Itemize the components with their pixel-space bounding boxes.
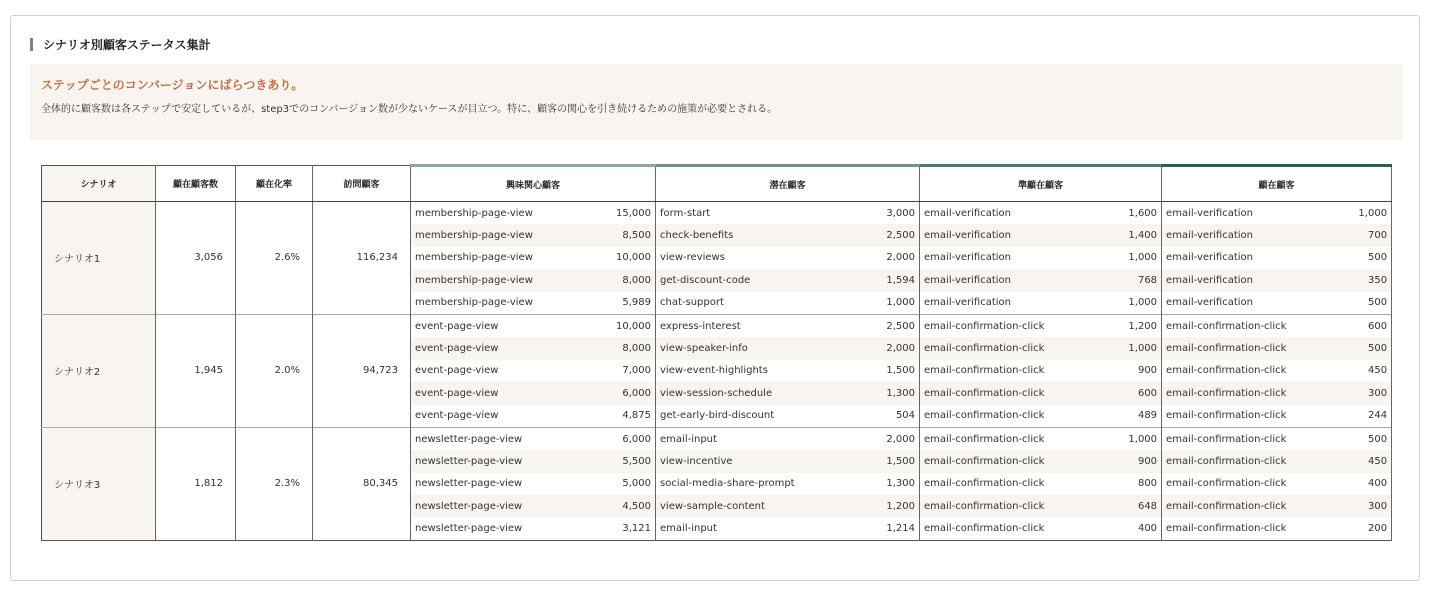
active-count: 200 bbox=[1352, 517, 1392, 540]
interest-event: event-page-view bbox=[411, 382, 601, 404]
active-event: email-confirmation-click bbox=[1162, 495, 1352, 517]
active-count: 300 bbox=[1352, 382, 1392, 404]
active-count: 400 bbox=[1352, 473, 1392, 495]
potential-event: view-reviews bbox=[660, 252, 725, 264]
interest-event: membership-page-view bbox=[415, 252, 533, 264]
active-count: 600 bbox=[1352, 314, 1392, 337]
interest-event: newsletter-page-view bbox=[411, 495, 601, 517]
scenario-table bbox=[41, 164, 1392, 541]
header-interest: 興味関心顧客 bbox=[411, 166, 656, 202]
potential-count: 1,594 bbox=[856, 269, 920, 291]
interest-count: 6,000 bbox=[601, 427, 656, 450]
active-count: 244 bbox=[1352, 405, 1392, 428]
interest-count: 10,000 bbox=[601, 314, 656, 337]
header-active: 顧在顧客 bbox=[1162, 166, 1392, 202]
active-event: email-confirmation-click bbox=[1162, 382, 1352, 404]
potential-count: 1,300 bbox=[856, 382, 920, 404]
semi-active-count: 489 bbox=[1105, 405, 1162, 428]
interest-event: newsletter-page-view bbox=[415, 523, 523, 535]
potential-count: 1,200 bbox=[856, 495, 920, 517]
table-row bbox=[42, 314, 1392, 337]
header-semi-active: 準顧在顧客 bbox=[920, 166, 1162, 202]
scenario-visitors: 116,234 bbox=[313, 202, 411, 315]
header-customers: 顧在顧客数 bbox=[156, 166, 236, 202]
semi-active-event: email-confirmation-click bbox=[920, 314, 1105, 337]
potential-count: 2,500 bbox=[856, 224, 920, 246]
scenario-name: シナリオ3 bbox=[42, 427, 156, 540]
potential-event: social-media-share-prompt bbox=[660, 478, 795, 490]
active-count: 1,000 bbox=[1352, 202, 1392, 225]
potential-event: get-early-bird-discount bbox=[660, 410, 775, 422]
potential-count: 3,000 bbox=[856, 202, 920, 225]
active-count: 500 bbox=[1352, 337, 1392, 359]
interest-event: newsletter-page-view bbox=[411, 427, 601, 450]
scenario-rate: 2.0% bbox=[236, 314, 313, 427]
interest-event: event-page-view bbox=[411, 337, 601, 359]
interest-count: 5,000 bbox=[601, 473, 656, 495]
semi-active-event: email-verification bbox=[924, 207, 1011, 219]
interest-count: 3,121 bbox=[601, 517, 656, 540]
active-event: email-confirmation-click bbox=[1166, 478, 1287, 490]
active-event: email-verification bbox=[1162, 269, 1352, 291]
scenario-visitors: 94,723 bbox=[313, 314, 411, 427]
interest-event: membership-page-view bbox=[411, 269, 601, 291]
active-event: email-verification bbox=[1166, 252, 1254, 264]
potential-count: 1,300 bbox=[856, 473, 920, 495]
semi-active-count: 1,000 bbox=[1105, 247, 1162, 269]
potential-event: view-speaker-info bbox=[656, 337, 856, 359]
interest-event: membership-page-view bbox=[415, 297, 533, 309]
potential-count: 1,500 bbox=[856, 450, 920, 472]
active-event: email-confirmation-click bbox=[1166, 365, 1287, 377]
potential-event: chat-support bbox=[660, 297, 724, 309]
potential-event: check-benefits bbox=[656, 224, 856, 246]
scenario-customers: 3,056 bbox=[156, 202, 236, 315]
active-count: 700 bbox=[1352, 224, 1392, 246]
active-count: 300 bbox=[1352, 495, 1392, 517]
potential-count: 2,000 bbox=[856, 427, 920, 450]
active-count: 350 bbox=[1352, 269, 1392, 291]
semi-active-event: email-confirmation-click bbox=[924, 523, 1045, 535]
semi-active-count: 900 bbox=[1105, 450, 1162, 472]
header-scenario: シナリオ bbox=[42, 166, 156, 202]
scenario-name: シナリオ1 bbox=[42, 202, 156, 315]
semi-active-event: email-verification bbox=[920, 269, 1105, 291]
scenario-customers: 1,812 bbox=[156, 427, 236, 540]
potential-event: get-discount-code bbox=[656, 269, 856, 291]
header-rate: 顧在化率 bbox=[236, 166, 313, 202]
active-count: 450 bbox=[1352, 450, 1392, 472]
semi-active-event: email-confirmation-click bbox=[920, 450, 1105, 472]
interest-count: 4,875 bbox=[601, 405, 656, 428]
potential-count: 1,500 bbox=[856, 360, 920, 382]
interest-count: 4,500 bbox=[601, 495, 656, 517]
active-event: email-verification bbox=[1166, 207, 1254, 219]
interest-count: 15,000 bbox=[601, 202, 656, 225]
interest-count: 8,000 bbox=[601, 269, 656, 291]
potential-count: 1,214 bbox=[856, 517, 920, 540]
active-event: email-confirmation-click bbox=[1162, 427, 1352, 450]
interest-event: membership-page-view bbox=[411, 224, 601, 246]
interest-count: 5,989 bbox=[601, 292, 656, 315]
potential-event: email-input bbox=[656, 427, 856, 450]
section-title bbox=[30, 36, 211, 52]
semi-active-event: email-confirmation-click bbox=[920, 382, 1105, 404]
active-event: email-confirmation-click bbox=[1162, 314, 1352, 337]
title-accent-bar bbox=[30, 38, 33, 51]
header-visitors: 訪問顧客 bbox=[313, 166, 411, 202]
interest-event: event-page-view bbox=[415, 410, 499, 422]
interest-count: 8,500 bbox=[601, 224, 656, 246]
active-event: email-confirmation-click bbox=[1166, 523, 1287, 535]
semi-active-count: 1,400 bbox=[1105, 224, 1162, 246]
interest-count: 5,500 bbox=[601, 450, 656, 472]
interest-event: membership-page-view bbox=[415, 207, 533, 219]
table-row bbox=[42, 202, 1392, 225]
active-count: 500 bbox=[1352, 247, 1392, 269]
semi-active-count: 1,000 bbox=[1105, 337, 1162, 359]
interest-event: event-page-view bbox=[415, 365, 499, 377]
potential-event: view-sample-content bbox=[656, 495, 856, 517]
active-count: 500 bbox=[1352, 427, 1392, 450]
insight-notice bbox=[30, 64, 1403, 140]
scenario-status-panel bbox=[10, 15, 1420, 581]
scenario-table-wrapper bbox=[41, 164, 1391, 541]
interest-event: event-page-view bbox=[411, 314, 601, 337]
potential-count: 2,000 bbox=[856, 247, 920, 269]
scenario-customers: 1,945 bbox=[156, 314, 236, 427]
section-title-text: シナリオ別顧客ステータス集計 bbox=[43, 37, 211, 52]
semi-active-event: email-verification bbox=[924, 252, 1011, 264]
insight-body: 全体的に顧客数は各ステップで安定しているが、step3でのコンバージョン数が少ないケースが目立つ。特に、顧客の関心を引き続けるための施策が必要とされる。 bbox=[41, 104, 778, 115]
active-event: email-confirmation-click bbox=[1162, 450, 1352, 472]
semi-active-count: 1,200 bbox=[1105, 314, 1162, 337]
semi-active-count: 900 bbox=[1105, 360, 1162, 382]
scenario-name: シナリオ2 bbox=[42, 314, 156, 427]
interest-event: newsletter-page-view bbox=[415, 478, 523, 490]
active-event: email-confirmation-click bbox=[1166, 410, 1287, 422]
interest-count: 8,000 bbox=[601, 337, 656, 359]
header-potential: 潜在顧客 bbox=[656, 166, 920, 202]
semi-active-event: email-verification bbox=[920, 224, 1105, 246]
insight-headline: ステップごとのコンバージョンにばらつきあり。 bbox=[41, 78, 304, 92]
potential-count: 2,500 bbox=[856, 314, 920, 337]
active-count: 500 bbox=[1352, 292, 1392, 315]
semi-active-event: email-confirmation-click bbox=[924, 365, 1045, 377]
active-event: email-confirmation-click bbox=[1162, 337, 1352, 359]
interest-event: newsletter-page-view bbox=[411, 450, 601, 472]
potential-event: view-event-highlights bbox=[660, 365, 768, 377]
active-count: 450 bbox=[1352, 360, 1392, 382]
potential-count: 504 bbox=[856, 405, 920, 428]
interest-count: 10,000 bbox=[601, 247, 656, 269]
table-row bbox=[42, 427, 1392, 450]
scenario-rate: 2.6% bbox=[236, 202, 313, 315]
scenario-visitors: 80,345 bbox=[313, 427, 411, 540]
interest-count: 7,000 bbox=[601, 360, 656, 382]
semi-active-event: email-confirmation-click bbox=[920, 337, 1105, 359]
semi-active-count: 1,000 bbox=[1105, 292, 1162, 315]
semi-active-event: email-confirmation-click bbox=[924, 478, 1045, 490]
potential-event: email-input bbox=[660, 523, 717, 535]
scenario-rate: 2.3% bbox=[236, 427, 313, 540]
semi-active-count: 600 bbox=[1105, 382, 1162, 404]
active-event: email-verification bbox=[1162, 224, 1352, 246]
semi-active-count: 800 bbox=[1105, 473, 1162, 495]
potential-event: view-session-schedule bbox=[656, 382, 856, 404]
semi-active-event: email-confirmation-click bbox=[920, 495, 1105, 517]
potential-count: 2,000 bbox=[856, 337, 920, 359]
semi-active-event: email-confirmation-click bbox=[924, 410, 1045, 422]
potential-count: 1,000 bbox=[856, 292, 920, 315]
table-body bbox=[42, 202, 1392, 541]
table-header-row bbox=[42, 166, 1392, 202]
semi-active-count: 400 bbox=[1105, 517, 1162, 540]
interest-count: 6,000 bbox=[601, 382, 656, 404]
semi-active-count: 648 bbox=[1105, 495, 1162, 517]
semi-active-count: 1,000 bbox=[1105, 427, 1162, 450]
semi-active-event: email-confirmation-click bbox=[920, 427, 1105, 450]
potential-event: form-start bbox=[660, 207, 711, 219]
active-event: email-verification bbox=[1166, 297, 1254, 309]
semi-active-event: email-verification bbox=[924, 297, 1011, 309]
semi-active-count: 1,600 bbox=[1105, 202, 1162, 225]
potential-event: view-incentive bbox=[656, 450, 856, 472]
semi-active-count: 768 bbox=[1105, 269, 1162, 291]
potential-event: express-interest bbox=[656, 314, 856, 337]
